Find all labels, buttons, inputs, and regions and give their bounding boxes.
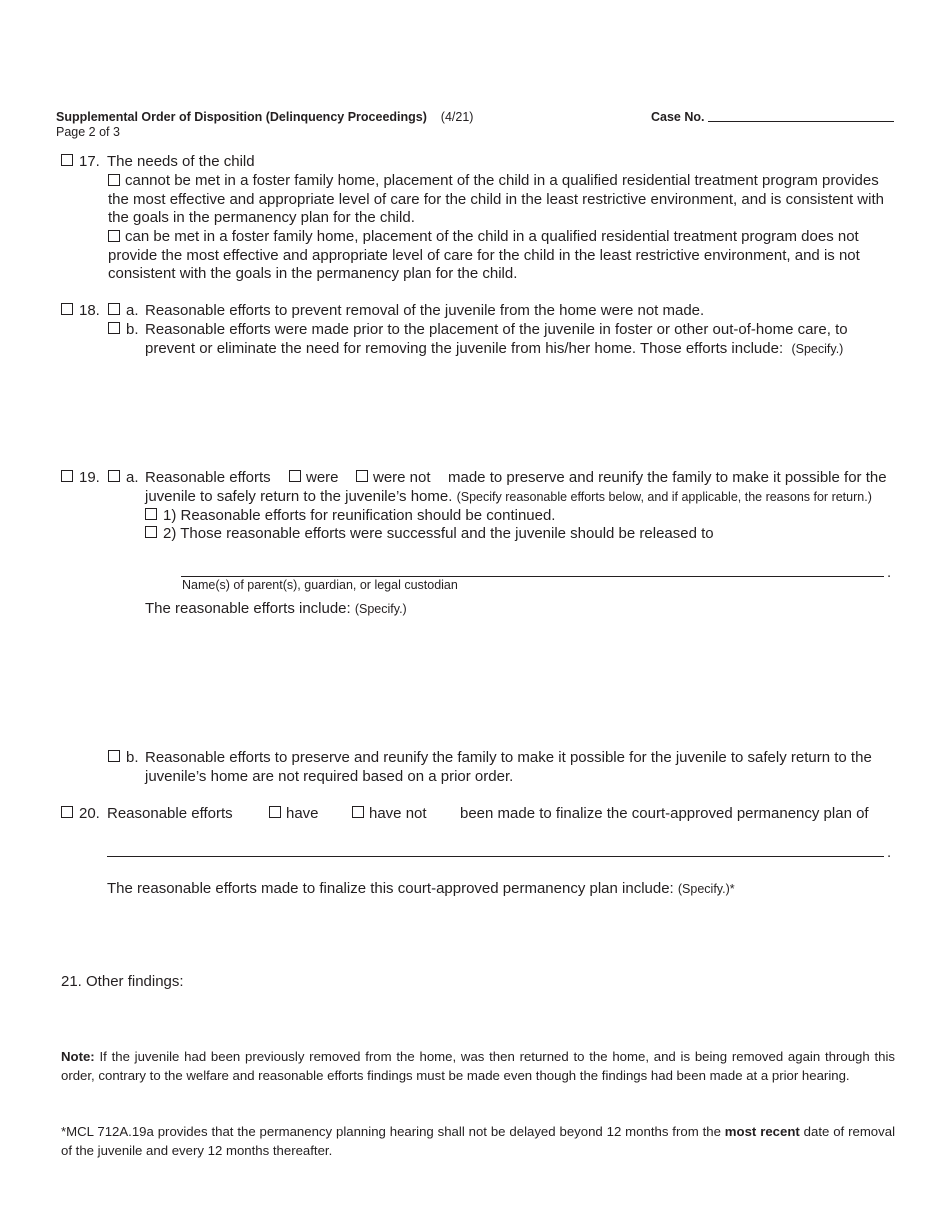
item19-custodian-name-line[interactable] [181, 576, 884, 577]
item20-number: 20. [79, 805, 100, 822]
item18b-line2 [145, 340, 843, 359]
form-version: (4/21) [440, 110, 474, 124]
footnote-bold: most recent [724, 1124, 800, 1139]
item18-number: 18. [79, 302, 100, 319]
footnote-text1: *MCL 712A.19a provides that the permanency planning hearing shall not be delayed beyond 12 months from the [61, 1124, 725, 1139]
note-bold: Note: [61, 1049, 95, 1064]
item20-have-not-checkbox[interactable] [352, 806, 364, 818]
item19a-were-not-checkbox[interactable] [356, 470, 368, 482]
item19-checkbox[interactable] [61, 470, 73, 482]
item19a-opt2-text: 2) Those reasonable efforts were successful and the juvenile should be released to [163, 525, 714, 542]
item19a-were-checkbox[interactable] [289, 470, 301, 482]
item19a-opt1-text: 1) Reasonable efforts for reunification should be continued. [163, 507, 556, 524]
item19a-line2-text: juvenile to safely return to the juvenile’s home. [145, 488, 453, 505]
item19a-were-not-label: were not [373, 469, 431, 486]
note-text: If the juvenile had been previously removed from the home, was then returned to the home, and is being removed again through this order, contrary to the welfare and reasonable efforts findings must be made even though the findings had been made at a prior hearing. [61, 1049, 895, 1083]
form-title: Supplemental Order of Disposition (Delinquency Proceedings) [56, 110, 427, 124]
item17-number: 17. [79, 153, 100, 170]
item19b-letter: b. [126, 749, 139, 766]
item19a-letter: a. [126, 469, 139, 486]
item19a-text1: Reasonable efforts [145, 469, 271, 486]
item20-checkbox[interactable] [61, 806, 73, 818]
item17-intro: The needs of the child [107, 153, 255, 170]
item19-number: 19. [79, 469, 100, 486]
item17-can-text: can be met in a foster family home, placement of the child in a qualified residential treatment program does not provide the most effective and appropriate level of care for the child in the least restrictive environment, and is not consistent with the goals in the permanency plan for the child. [108, 228, 860, 283]
item18b-specify: (Specify.) [791, 342, 844, 356]
item20-plan-line[interactable] [107, 856, 884, 857]
item20-tail: been made to finalize the court-approved permanency plan of [460, 805, 869, 822]
item18b-line1: Reasonable efforts were made prior to the placement of the juvenile in foster or other out-of-home care, to [145, 321, 848, 338]
item19a-line2 [145, 488, 872, 507]
item19-name-caption: Name(s) of parent(s), guardian, or legal custodian [182, 578, 458, 592]
item19a-were-label: were [306, 469, 339, 486]
item20-include-specify: (Specify.)* [677, 882, 735, 896]
item19a-checkbox[interactable] [108, 470, 120, 482]
item20-period: . [887, 844, 892, 861]
item18a-checkbox[interactable] [108, 303, 120, 315]
item19b-line1: Reasonable efforts to preserve and reunify the family to make it possible for the juvenile to safely return to the [145, 749, 872, 766]
item18a-text: Reasonable efforts to prevent removal of the juvenile from the home were not made. [145, 302, 705, 319]
page-number: Page 2 of 3 [56, 125, 120, 139]
item19-include-label: The reasonable efforts include: [145, 600, 351, 617]
item19a-line2-small: (Specify reasonable efforts below, and if applicable, the reasons for return.) [456, 490, 872, 504]
item20-have-not-label: have not [369, 805, 427, 822]
form-title-row [56, 110, 473, 124]
item17-checkbox[interactable] [61, 154, 73, 166]
item20-label: Reasonable efforts [107, 805, 233, 822]
case-no-label: Case No. [651, 110, 705, 124]
item19-include-specify: (Specify.) [354, 602, 407, 616]
item20-have-label: have [286, 805, 319, 822]
item19a-opt2-checkbox[interactable] [145, 526, 157, 538]
item18a-letter: a. [126, 302, 139, 319]
item20-have-checkbox[interactable] [269, 806, 281, 818]
footnote-paragraph [61, 1123, 895, 1160]
item19b-line2: juvenile’s home are not required based on a prior order. [145, 768, 514, 785]
item18-checkbox[interactable] [61, 303, 73, 315]
item19a-text2: made to preserve and reunify the family to make it possible for the [448, 469, 887, 486]
item18b-line2-text: prevent or eliminate the need for removing the juvenile from his/her home. Those efforts include: [145, 340, 784, 357]
item19a-opt1-checkbox[interactable] [145, 508, 157, 520]
note-paragraph [61, 1048, 895, 1085]
item20-include [107, 880, 735, 899]
case-no-field[interactable] [708, 121, 894, 122]
item18b-checkbox[interactable] [108, 322, 120, 334]
item19b-checkbox[interactable] [108, 750, 120, 762]
item20-include-label: The reasonable efforts made to finalize this court-approved permanency plan include: [107, 880, 674, 897]
item21-label: 21. Other findings: [61, 973, 184, 990]
item19-include [145, 600, 407, 619]
item17-cannot-text: cannot be met in a foster family home, placement of the child in a qualified residential treatment program provides the most effective and appropriate level of care for the child in the least restrictive environment, and is consistent with the goals in the permanency plan for the child. [108, 172, 884, 227]
footnote-text2: date of removal of the juvenile and every 12 months thereafter. [61, 1124, 896, 1158]
item18b-letter: b. [126, 321, 139, 338]
item19-period: . [887, 564, 892, 581]
